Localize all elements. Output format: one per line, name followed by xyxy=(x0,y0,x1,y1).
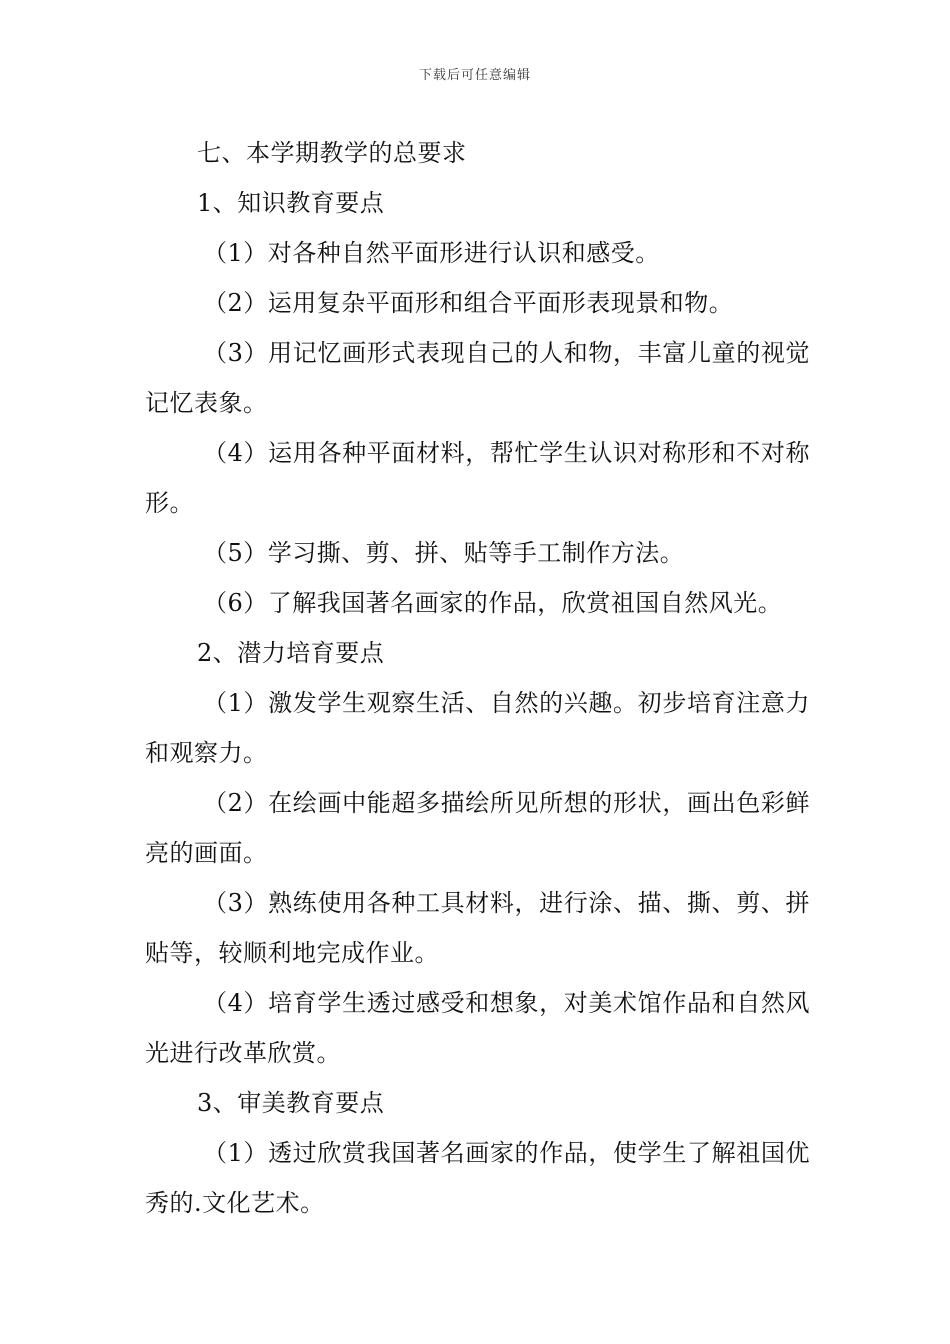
document-body xyxy=(145,128,810,1228)
subsection-heading-ability: 2、潜力培育要点 xyxy=(197,639,385,667)
knowledge-item-1: （1）对各种自然平面形进行认识和感受。 xyxy=(203,239,660,267)
ability-item-2: （2）在绘画中能超多描绘所见所想的形状，画出色彩鲜亮的画面。 xyxy=(145,789,810,867)
subsection-heading-knowledge: 1、知识教育要点 xyxy=(197,189,385,217)
subsection-heading-aesthetic: 3、审美教育要点 xyxy=(197,1089,385,1117)
ability-item-1: （1）激发学生观察生活、自然的兴趣。初步培育注意力和观察力。 xyxy=(145,689,810,767)
ability-item-3: （3）熟练使用各种工具材料，进行涂、描、撕、剪、拼贴等，较顺利地完成作业。 xyxy=(145,889,810,967)
aesthetic-item-1: （1）透过欣赏我国著名画家的作品，使学生了解祖国优秀的.文化艺术。 xyxy=(145,1139,810,1217)
header-note: 下载后可任意编辑 xyxy=(418,68,531,83)
ability-item-4: （4）培育学生透过感受和想象，对美术馆作品和自然风光进行改革欣赏。 xyxy=(145,989,810,1067)
knowledge-item-5: （5）学习撕、剪、拼、贴等手工制作方法。 xyxy=(203,539,685,567)
section-heading-7: 七、本学期教学的总要求 xyxy=(197,139,467,167)
knowledge-item-3: （3）用记忆画形式表现自己的人和物，丰富儿童的视觉记忆表象。 xyxy=(145,339,810,417)
knowledge-item-2: （2）运用复杂平面形和组合平面形表现景和物。 xyxy=(203,289,734,317)
knowledge-item-6: （6）了解我国著名画家的作品，欣赏祖国自然风光。 xyxy=(203,589,783,617)
knowledge-item-4: （4）运用各种平面材料，帮忙学生认识对称形和不对称形。 xyxy=(145,439,810,517)
